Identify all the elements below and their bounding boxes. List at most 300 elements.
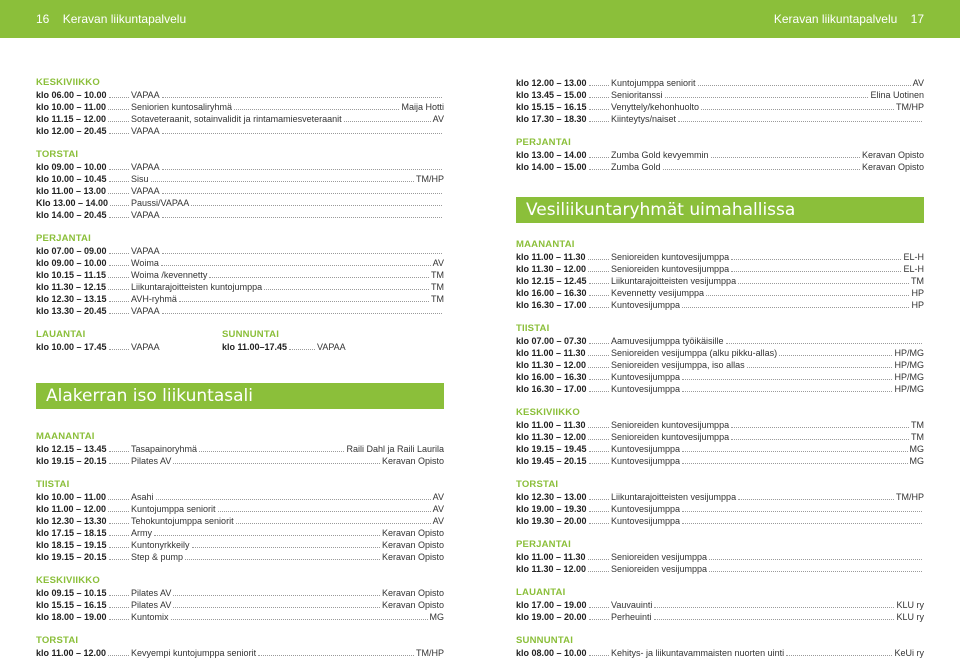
activity-name: Senioreiden vesijumppa (alku pikku-allas) — [611, 348, 778, 358]
activity-name: Venyttely/kehonhuolto — [611, 102, 700, 112]
schedule-row — [36, 491, 444, 503]
dot-leader — [589, 295, 609, 296]
time-range: klo 07.00 – 07.30 — [516, 336, 587, 346]
time-range: klo 17.00 – 19.00 — [516, 600, 587, 610]
schedule-row — [36, 305, 444, 317]
dot-leader — [109, 619, 129, 620]
schedule-row — [36, 527, 444, 539]
instructor: HP — [911, 300, 924, 310]
dot-leader — [171, 619, 428, 620]
activity-name: Pilates AV — [131, 600, 172, 610]
time-cell — [516, 275, 611, 287]
time-range: klo 13.30 – 20.45 — [36, 306, 107, 316]
dot-leader — [589, 511, 609, 512]
time-range: klo 12.30 – 13.15 — [36, 294, 107, 304]
instructor: MG — [909, 444, 924, 454]
time-cell — [36, 197, 131, 209]
dot-leader — [654, 619, 895, 620]
schedule-row — [36, 173, 444, 185]
time-range: klo 11.30 – 12.00 — [516, 264, 587, 274]
time-range: klo 11.30 – 12.00 — [516, 564, 587, 574]
schedule-row — [36, 443, 444, 455]
time-range: klo 16.30 – 17.00 — [516, 300, 587, 310]
time-range: klo 19.00 – 20.00 — [516, 612, 587, 622]
dot-leader — [108, 277, 129, 278]
instructor: TM/HP — [896, 102, 924, 112]
dot-leader — [589, 523, 609, 524]
instructor: EL-H — [903, 264, 924, 274]
activity-name: VAPAA — [131, 342, 160, 352]
time-cell — [36, 443, 131, 455]
dot-leader — [191, 205, 442, 206]
schedule-row — [516, 551, 924, 563]
left-page-column — [36, 77, 444, 659]
instructor: MG — [429, 612, 444, 622]
left-page-number: 16 — [36, 12, 50, 26]
day-heading: KESKIVIIKKO — [36, 575, 100, 586]
dot-leader — [109, 523, 129, 524]
dot-leader — [589, 283, 609, 284]
dot-leader — [589, 655, 609, 656]
activity-name: Kuntonyrkkeily — [131, 540, 190, 550]
instructor: HP — [911, 288, 924, 298]
time-range: klo 15.15 – 16.15 — [516, 102, 587, 112]
dot-leader — [709, 559, 922, 560]
dot-leader — [108, 289, 129, 290]
time-cell — [36, 491, 131, 503]
instructor: Raili Dahl ja Raili Laurila — [346, 444, 444, 454]
right-page-number: 17 — [910, 12, 924, 26]
schedule-row — [516, 113, 924, 125]
time-cell — [516, 515, 611, 527]
schedule-row — [36, 341, 218, 353]
time-cell — [516, 647, 611, 659]
time-range: klo 12.30 – 13.30 — [36, 516, 107, 526]
instructor: KeUi ry — [894, 648, 924, 658]
schedule-row — [36, 197, 444, 209]
schedule-row — [516, 287, 924, 299]
dot-leader — [173, 595, 380, 596]
section-banner-vesiliikunta: Vesiliikuntaryhmät uimahallissa — [516, 197, 924, 223]
dot-leader — [108, 109, 129, 110]
dot-leader — [162, 313, 442, 314]
activity-name: Senioreiden kuntovesijumppa — [611, 252, 730, 262]
activity-name: Senioreiden vesijumppa, iso allas — [611, 360, 745, 370]
dot-leader — [109, 559, 129, 560]
day-heading: PERJANTAI — [516, 539, 571, 550]
schedule-row — [516, 515, 924, 527]
dot-leader — [108, 121, 129, 122]
activity-name: Senioreiden kuntovesijumppa — [611, 432, 730, 442]
dot-leader — [199, 451, 344, 452]
dot-leader — [109, 535, 129, 536]
instructor: EL-H — [903, 252, 924, 262]
weekend-schedule — [36, 329, 444, 353]
time-cell — [516, 251, 611, 263]
activity-name: VAPAA — [131, 186, 160, 196]
day-heading: TIISTAI — [36, 479, 70, 490]
activity-name: Kuntovesijumppa — [611, 456, 681, 466]
schedule-row — [36, 185, 444, 197]
schedule-row — [36, 161, 444, 173]
activity-name: Zumba Gold kevyemmin — [611, 150, 709, 160]
time-range: klo 11.30 – 12.15 — [36, 282, 107, 292]
time-range: Klo 13.00 – 14.00 — [36, 198, 109, 208]
schedule-row — [516, 275, 924, 287]
instructor: KLU ry — [896, 600, 924, 610]
instructor: Keravan Opisto — [381, 552, 444, 562]
dot-leader — [161, 265, 431, 266]
instructor: Maija Hotti — [401, 102, 444, 112]
schedule-row — [516, 455, 924, 467]
time-cell — [516, 77, 611, 89]
dot-leader — [258, 655, 414, 656]
activity-name: Kevyempi kuntojumppa seniorit — [131, 648, 257, 658]
time-cell — [36, 209, 131, 221]
dot-leader — [589, 109, 609, 110]
activity-name: Kuntomix — [131, 612, 169, 622]
schedule-row — [36, 611, 444, 623]
time-range: klo 19.15 – 20.15 — [36, 456, 107, 466]
activity-name: Step & pump — [131, 552, 184, 562]
dot-leader — [589, 619, 609, 620]
dot-leader — [109, 547, 129, 548]
time-cell — [516, 299, 611, 311]
schedule-row — [36, 293, 444, 305]
time-cell — [516, 611, 611, 623]
time-cell — [36, 245, 131, 257]
page-header — [0, 0, 960, 38]
time-cell — [36, 125, 131, 137]
schedule-row — [516, 335, 924, 347]
dot-leader — [588, 571, 609, 572]
time-range: klo 13.00 – 14.00 — [516, 150, 587, 160]
dot-leader — [109, 253, 129, 254]
time-range: klo 19.30 – 20.00 — [516, 516, 587, 526]
activity-name: Aamuvesijumppa työikäisille — [611, 336, 724, 346]
activity-name: VAPAA — [131, 90, 160, 100]
dot-leader — [589, 97, 609, 98]
day-heading: TIISTAI — [516, 323, 550, 334]
time-cell — [516, 431, 611, 443]
time-cell — [516, 443, 611, 455]
time-cell — [36, 341, 131, 353]
time-range: klo 10.00 – 17.45 — [36, 342, 107, 352]
left-schedule-top — [36, 77, 444, 317]
time-cell — [516, 419, 611, 431]
dot-leader — [779, 355, 892, 356]
dot-leader — [109, 169, 129, 170]
dot-leader — [701, 109, 894, 110]
dot-leader — [162, 253, 442, 254]
schedule-row — [516, 299, 924, 311]
activity-name: Kuntovesijumppa — [611, 372, 681, 382]
time-cell — [36, 113, 131, 125]
dot-leader — [588, 439, 609, 440]
time-range: klo 15.15 – 16.15 — [36, 600, 107, 610]
instructor: Elina Uotinen — [870, 90, 924, 100]
time-cell — [36, 281, 131, 293]
dot-leader — [726, 343, 922, 344]
activity-name: Army — [131, 528, 152, 538]
left-schedule-bottom — [36, 431, 444, 659]
dot-leader — [234, 109, 399, 110]
instructor: HP/MG — [894, 372, 924, 382]
dot-leader — [589, 379, 609, 380]
activity-name: Zumba Gold — [611, 162, 661, 172]
time-cell — [516, 113, 611, 125]
dot-leader — [589, 451, 609, 452]
time-cell — [36, 587, 131, 599]
activity-name: Kuntovesijumppa — [611, 504, 681, 514]
instructor: AV — [912, 78, 924, 88]
schedule-row — [516, 149, 924, 161]
schedule-row — [516, 251, 924, 263]
dot-leader — [218, 511, 431, 512]
activity-name: Kuntovesijumppa — [611, 384, 681, 394]
dot-leader — [711, 157, 860, 158]
right-header-title: Keravan liikuntapalvelu — [773, 12, 898, 26]
dot-leader — [156, 499, 431, 500]
activity-name: Liikuntarajoitteisten vesijumppa — [611, 276, 737, 286]
schedule-row — [516, 599, 924, 611]
dot-leader — [109, 451, 129, 452]
dot-leader — [682, 523, 922, 524]
instructor: TM/HP — [416, 648, 444, 658]
time-cell — [36, 503, 131, 515]
schedule-row — [516, 431, 924, 443]
time-range: klo 11.00 – 11.30 — [516, 348, 586, 358]
schedule-row — [36, 125, 444, 137]
schedule-row — [516, 77, 924, 89]
time-cell — [516, 287, 611, 299]
activity-name: VAPAA — [131, 306, 160, 316]
activity-name: Sotaveteraanit, sotainvalidit ja rintamamiesveteraanit — [131, 114, 342, 124]
time-cell — [516, 335, 611, 347]
activity-name: Paussi/VAPAA — [131, 198, 190, 208]
activity-name: VAPAA — [131, 126, 160, 136]
instructor: AV — [432, 114, 444, 124]
instructor: Keravan Opisto — [381, 528, 444, 538]
schedule-row — [36, 245, 444, 257]
activity-name: Kuntovesijumppa — [611, 444, 681, 454]
activity-name: Senioreiden kuntovesijumppa — [611, 420, 730, 430]
schedule-row — [36, 503, 444, 515]
dot-leader — [588, 271, 609, 272]
activity-name: Kuntovesijumppa — [611, 516, 681, 526]
dot-leader — [162, 169, 442, 170]
time-range: klo 12.15 – 13.45 — [36, 444, 107, 454]
instructor: TM — [911, 432, 924, 442]
weekend-day-block — [222, 329, 404, 353]
dot-leader — [588, 559, 609, 560]
schedule-row — [516, 89, 924, 101]
time-range: klo 09.00 – 10.00 — [36, 258, 107, 268]
activity-name: Tehokuntojumppa seniorit — [131, 516, 234, 526]
activity-name: Kiinteytys/naiset — [611, 114, 677, 124]
time-cell — [36, 257, 131, 269]
day-heading: SUNNUNTAI — [222, 329, 280, 340]
time-range: klo 11.30 – 12.00 — [516, 432, 587, 442]
activity-name: Pilates AV — [131, 456, 172, 466]
dot-leader — [289, 349, 315, 350]
time-range: klo 06.00 – 10.00 — [36, 90, 107, 100]
dot-leader — [589, 343, 609, 344]
instructor: HP/MG — [894, 384, 924, 394]
instructor: AV — [432, 516, 444, 526]
dot-leader — [110, 205, 129, 206]
dot-leader — [192, 547, 380, 548]
schedule-row — [36, 647, 444, 659]
right-schedule-top — [516, 77, 924, 173]
time-range: klo 18.15 – 19.15 — [36, 540, 107, 550]
schedule-row — [36, 539, 444, 551]
activity-name: VAPAA — [131, 246, 160, 256]
time-range: klo 11.30 – 12.00 — [516, 360, 587, 370]
dot-leader — [588, 367, 609, 368]
instructor: MG — [909, 456, 924, 466]
time-range: klo 16.00 – 16.30 — [516, 372, 587, 382]
instructor: TM — [911, 276, 924, 286]
dot-leader — [589, 157, 609, 158]
time-cell — [516, 371, 611, 383]
time-range: klo 13.45 – 15.00 — [516, 90, 587, 100]
schedule-row — [516, 491, 924, 503]
time-range: klo 19.15 – 20.15 — [36, 552, 107, 562]
activity-name: Kevennetty vesijumppa — [611, 288, 705, 298]
dot-leader — [682, 391, 892, 392]
dot-leader — [589, 169, 609, 170]
schedule-row — [36, 113, 444, 125]
dot-leader — [589, 121, 609, 122]
day-heading: SUNNUNTAI — [516, 635, 574, 646]
instructor: Keravan Opisto — [381, 600, 444, 610]
schedule-row — [36, 599, 444, 611]
time-range: klo 19.15 – 19.45 — [516, 444, 587, 454]
dot-leader — [109, 301, 129, 302]
dot-leader — [706, 295, 909, 296]
weekend-day-block — [36, 329, 218, 353]
dot-leader — [589, 391, 609, 392]
time-range: klo 17.30 – 18.30 — [516, 114, 587, 124]
dot-leader — [663, 169, 860, 170]
schedule-row — [516, 503, 924, 515]
time-range: klo 12.00 – 20.45 — [36, 126, 107, 136]
activity-name: Senioreiden vesijumppa — [611, 552, 708, 562]
instructor: Keravan Opisto — [381, 540, 444, 550]
activity-name: Senioreiden vesijumppa — [611, 564, 708, 574]
day-heading: TORSTAI — [36, 635, 79, 646]
time-cell — [36, 173, 131, 185]
schedule-row — [516, 563, 924, 575]
dot-leader — [109, 217, 129, 218]
time-range: klo 10.00 – 10.45 — [36, 174, 107, 184]
activity-name: VAPAA — [131, 162, 160, 172]
schedule-row — [36, 587, 444, 599]
time-cell — [36, 161, 131, 173]
time-range: klo 11.00–17.45 — [222, 342, 288, 352]
activity-name: Vauvauinti — [611, 600, 653, 610]
instructor: TM — [911, 420, 924, 430]
time-range: klo 11.15 – 12.00 — [36, 114, 107, 124]
dot-leader — [109, 133, 129, 134]
day-heading: KESKIVIIKKO — [36, 77, 100, 88]
activity-name: Seniorien kuntosaliryhmä — [131, 102, 233, 112]
dot-leader — [236, 523, 431, 524]
time-cell — [36, 611, 131, 623]
dot-leader — [109, 463, 129, 464]
time-range: klo 14.00 – 20.45 — [36, 210, 107, 220]
schedule-row — [516, 101, 924, 113]
time-range: klo 11.00 – 11.30 — [516, 420, 586, 430]
instructor: AV — [432, 492, 444, 502]
time-range: klo 18.00 – 19.00 — [36, 612, 107, 622]
time-range: klo 12.00 – 13.00 — [516, 78, 587, 88]
time-cell — [516, 551, 611, 563]
dot-leader — [154, 535, 380, 536]
time-range: klo 14.00 – 15.00 — [516, 162, 587, 172]
time-range: klo 10.15 – 11.15 — [36, 270, 107, 280]
activity-name: Liikuntarajoitteisten kuntojumppa — [131, 282, 263, 292]
time-range: klo 07.00 – 09.00 — [36, 246, 107, 256]
instructor: TM — [431, 294, 444, 304]
activity-name: Kuntojumppa seniorit — [131, 504, 216, 514]
time-cell — [36, 185, 131, 197]
dot-leader — [747, 367, 893, 368]
dot-leader — [173, 463, 380, 464]
dot-leader — [151, 181, 414, 182]
activity-name: Kuntojumppa seniorit — [611, 78, 696, 88]
time-cell — [36, 647, 131, 659]
time-range: klo 16.00 – 16.30 — [516, 288, 587, 298]
day-heading: MAANANTAI — [516, 239, 575, 250]
dot-leader — [109, 313, 129, 314]
schedule-row — [516, 347, 924, 359]
dot-leader — [589, 307, 609, 308]
instructor: AV — [432, 504, 444, 514]
dot-leader — [108, 511, 129, 512]
dot-leader — [108, 499, 129, 500]
schedule-row — [516, 371, 924, 383]
day-heading: LAUANTAI — [516, 587, 566, 598]
dot-leader — [738, 499, 894, 500]
time-range: klo 10.00 – 11.00 — [36, 492, 107, 502]
time-range: klo 09.15 – 10.15 — [36, 588, 107, 598]
time-cell — [516, 347, 611, 359]
schedule-row — [36, 515, 444, 527]
dot-leader — [264, 289, 429, 290]
time-cell — [36, 539, 131, 551]
dot-leader — [698, 85, 911, 86]
left-header-title: Keravan liikuntapalvelu — [62, 12, 187, 26]
dot-leader — [589, 85, 609, 86]
dot-leader — [731, 427, 909, 428]
activity-name: Pilates AV — [131, 588, 172, 598]
dot-leader — [589, 463, 609, 464]
schedule-row — [36, 269, 444, 281]
schedule-row — [222, 341, 404, 353]
time-cell — [36, 455, 131, 467]
time-range: klo 12.15 – 12.45 — [516, 276, 587, 286]
activity-name: Liikuntarajoitteisten vesijumppa — [611, 492, 737, 502]
time-cell — [516, 491, 611, 503]
time-cell — [516, 563, 611, 575]
time-cell — [516, 383, 611, 395]
header-right — [774, 12, 924, 26]
day-heading: TORSTAI — [516, 479, 559, 490]
time-cell — [36, 89, 131, 101]
time-cell — [36, 515, 131, 527]
